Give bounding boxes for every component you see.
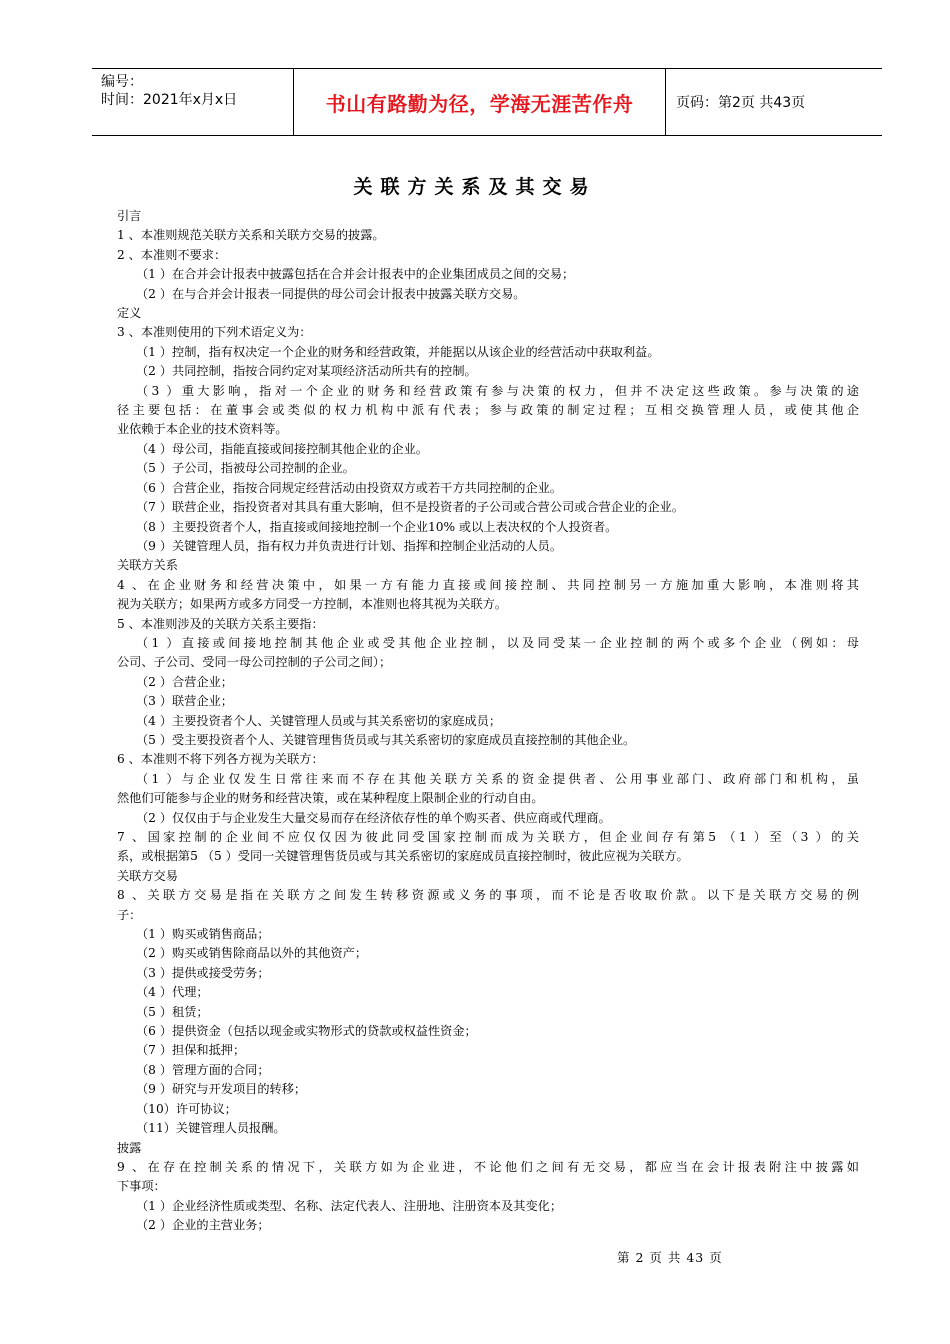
body-line: （6 ）合营企业，指按合同规定经营活动由投资双方或若干方共同控制的企业。: [136, 480, 563, 495]
body-line: （1 ）与企业仅发生日常往来而不存在其他关联方关系的资金提供者、公用事业部门、政府部门和机构，虽: [136, 771, 859, 786]
body-line: （4 ）母公司，指能直接或间接控制其他企业的企业。: [136, 441, 428, 456]
body-line: （6 ）提供资金（包括以现金或实物形式的贷款或权益性资金；: [136, 1024, 477, 1039]
body-line: （9 ）关键管理人员，指有权力并负责进行计划、指挥和控制企业活动的人员。: [136, 538, 563, 553]
body-line: （1 ）控制，指有权决定一个企业的财务和经营政策，并能据以从该企业的经营活动中获取利益。: [136, 344, 660, 359]
body-line: （2 ）仅仅由于与企业发生大量交易而存在经济依存性的单个购买者、供应商或代理商。: [136, 810, 611, 825]
header-page-info-cell: [666, 69, 882, 135]
body-line: 关联方交易: [117, 868, 178, 883]
body-line: （11）关键管理人员报酬。: [136, 1121, 286, 1136]
body-line: （10）许可协议；: [136, 1101, 237, 1116]
body-line: （1 ）在合并会计报表中披露包括在合并会计报表中的企业集团成员之间的交易；: [136, 267, 575, 282]
body-line: （2 ）企业的主营业务；: [136, 1218, 270, 1233]
body-line: （7 ）担保和抵押；: [136, 1043, 246, 1058]
body-line: 8 、关联方交易是指在关联方之间发生转移资源或义务的事项，而不论是否收取价款。以下是关联方交易的例: [117, 888, 859, 903]
document-number: 编号：: [101, 74, 143, 90]
page-header: [92, 68, 882, 136]
body-line: 3 、本准则使用的下列术语定义为：: [117, 325, 312, 340]
body-line: （3 ）联营企业；: [136, 694, 233, 709]
body-line: 定义: [117, 306, 142, 321]
header-motto: 书山有路勤为径，学海无涯苦作舟: [325, 91, 634, 116]
page-footer: 第 2 页 共 43 页: [617, 1250, 723, 1265]
body-line: 径主要包括：在董事会或类似的权力机构中派有代表；参与政策的制定过程；互相交换管理人员，或使其他企: [117, 403, 859, 418]
document-time: 时间：2021年x月x日: [101, 92, 238, 108]
header-motto-cell: [293, 69, 666, 135]
body-line: （2 ）购买或销售除商品以外的其他资产；: [136, 946, 368, 961]
body-line: 1 、本准则规范关联方关系和关联方交易的披露。: [117, 228, 385, 243]
body-line: 6 、本准则不将下列各方视为关联方：: [117, 752, 324, 767]
body-line: （1 ）企业经济性质或类型、名称、法定代表人、注册地、注册资本及其变化；: [136, 1198, 563, 1213]
document-body: [117, 207, 859, 1236]
body-line: 然他们可能参与企业的财务和经营决策，或在某种程度上限制企业的行动自由。: [117, 791, 544, 806]
body-line: 公司、子公司、受同一母公司控制的子公司之间）；: [117, 655, 392, 670]
body-line: 4 、在企业财务和经营决策中，如果一方有能力直接或间接控制、共同控制另一方施加重大影响，本准则将其: [117, 577, 859, 592]
body-line: （5 ）租赁；: [136, 1004, 209, 1019]
body-line: （4 ）代理；: [136, 985, 209, 1000]
header-page-info: 页码：第2页 共43页: [676, 95, 806, 111]
body-line: （2 ）共同控制，指按合同约定对某项经济活动所共有的控制。: [136, 364, 477, 379]
body-line: （1 ）直接或间接地控制其他企业或受其他企业控制，以及同受某一企业控制的两个或多个企业（例如：母: [136, 635, 859, 650]
body-line: 5 、本准则涉及的关联方关系主要指：: [117, 616, 324, 631]
body-line: （3 ）提供或接受劳务；: [136, 965, 270, 980]
body-line: （4 ）主要投资者个人、关键管理人员或与其关系密切的家庭成员；: [136, 713, 502, 728]
body-line: 7 、国家控制的企业间不应仅仅因为彼此同受国家控制而成为关联方，但企业间存有第5 （1 ）至（3 ）的关: [117, 830, 859, 844]
document-title: 关联方关系及其交易: [353, 176, 597, 198]
body-line: 2 、本准则不要求：: [117, 247, 227, 262]
body-line: 业依赖于本企业的技术资料等。: [117, 422, 288, 437]
body-line: 系，或根据第5 （5 ）受同一关键管理售货员或与其关系密切的家庭成员直接控制时，彼此应视为关联方。: [117, 849, 689, 864]
body-line: （5 ）子公司，指被母公司控制的企业。: [136, 461, 355, 476]
body-line: （1 ）购买或销售商品；: [136, 927, 270, 942]
body-line: （7 ）联营企业，指投资者对其具有重大影响，但不是投资者的子公司或合营公司或合营企业的企业。: [136, 500, 684, 515]
body-line: （9 ）研究与开发项目的转移；: [136, 1082, 307, 1097]
body-line: 下事项：: [117, 1179, 166, 1194]
body-line: （2 ）在与合并会计报表一同提供的母公司会计报表中披露关联方交易。: [136, 286, 526, 301]
body-line: 视为关联方；如果两方或多方同受一方控制，本准则也将其视为关联方。: [117, 597, 507, 612]
body-line: 引言: [117, 209, 142, 223]
body-line: （8 ）管理方面的合同；: [136, 1062, 270, 1077]
body-line: （3 ）重大影响，指对一个企业的财务和经营政策有参与决策的权力，但并不决定这些政策。参与决策的途: [136, 383, 859, 398]
body-line: 9 、在存在控制关系的情况下，关联方如为企业进，不论他们之间有无交易，都应当在会计报表附注中披露如: [117, 1159, 859, 1174]
body-line: （5 ）受主要投资者个人、关键管理售货员或与其关系密切的家庭成员直接控制的其他企业。: [136, 732, 636, 747]
body-line: 披露: [117, 1140, 142, 1155]
body-line: 子：: [117, 907, 142, 922]
body-line: 关联方关系: [117, 558, 178, 573]
header-meta: [92, 69, 293, 135]
body-line: （8 ）主要投资者个人，指直接或间接地控制一个企业10% 或以上表决权的个人投资者。: [136, 519, 618, 534]
body-line: （2 ）合营企业；: [136, 674, 233, 689]
